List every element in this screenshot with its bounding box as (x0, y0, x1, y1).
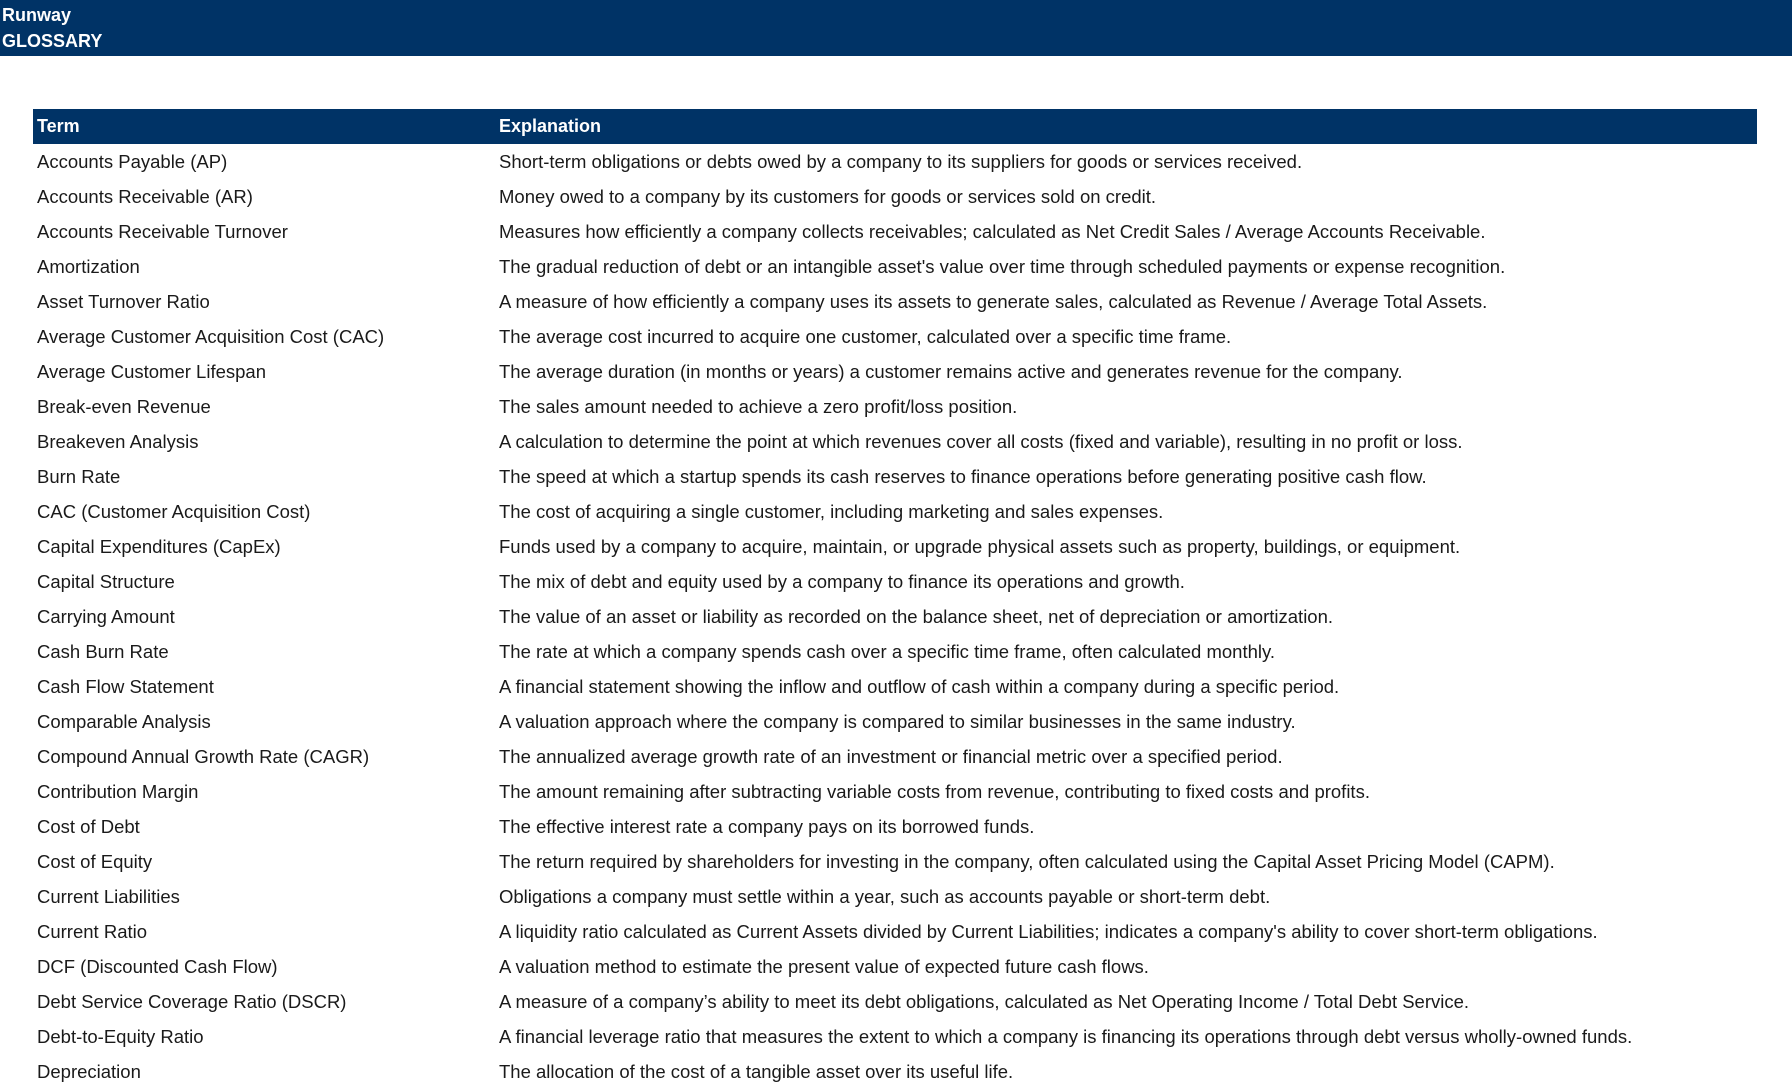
term-cell[interactable]: Capital Structure (37, 571, 175, 592)
explanation-cell[interactable]: Funds used by a company to acquire, maintain, or upgrade physical assets such as property, buildings, or equipment. (499, 536, 1461, 557)
explanation-cell[interactable]: The gradual reduction of debt or an intangible asset's value over time through scheduled payments or expense recognition. (499, 256, 1506, 277)
table-body (33, 144, 1757, 1089)
table-row (33, 1019, 1757, 1054)
explanation-cell[interactable]: The sales amount needed to achieve a zero profit/loss position. (499, 396, 1018, 417)
explanation-cell[interactable]: A measure of a company’s ability to meet its debt obligations, calculated as Net Operating Income / Total Debt Service. (499, 991, 1470, 1012)
term-cell[interactable]: Contribution Margin (37, 781, 199, 802)
term-cell[interactable]: Cost of Debt (37, 816, 140, 837)
term-cell[interactable]: Debt-to-Equity Ratio (37, 1026, 204, 1047)
term-cell[interactable]: Asset Turnover Ratio (37, 291, 210, 312)
term-cell[interactable]: Accounts Receivable (AR) (37, 186, 253, 207)
term-cell[interactable]: Debt Service Coverage Ratio (DSCR) (37, 991, 347, 1012)
table-row (33, 844, 1757, 879)
term-cell[interactable]: Compound Annual Growth Rate (CAGR) (37, 746, 370, 767)
table-row (33, 459, 1757, 494)
term-cell[interactable]: Cost of Equity (37, 851, 153, 872)
column-header-term[interactable]: Term (37, 116, 80, 136)
term-cell[interactable]: DCF (Discounted Cash Flow) (37, 956, 278, 977)
explanation-cell[interactable]: A calculation to determine the point at which revenues cover all costs (fixed and variable), resulting in no profit or loss. (499, 431, 1463, 452)
explanation-cell[interactable]: The average duration (in months or years) a customer remains active and generates revenue for the company. (499, 361, 1403, 382)
table-row (33, 984, 1757, 1019)
table-row (33, 634, 1757, 669)
explanation-cell[interactable]: The mix of debt and equity used by a company to finance its operations and growth. (499, 571, 1185, 592)
table-row (33, 949, 1757, 984)
table-row (33, 249, 1757, 284)
table-row (33, 704, 1757, 739)
table-row (33, 599, 1757, 634)
explanation-cell[interactable]: A liquidity ratio calculated as Current Assets divided by Current Liabilities; indicates a company's ability to cover short-term obligations. (499, 921, 1598, 942)
explanation-cell[interactable]: The rate at which a company spends cash over a specific time frame, often calculated monthly. (499, 641, 1276, 662)
term-cell[interactable]: Breakeven Analysis (37, 431, 199, 452)
table-row (33, 144, 1757, 179)
term-cell[interactable]: Amortization (37, 256, 140, 277)
explanation-cell[interactable]: The amount remaining after subtracting variable costs from revenue, contributing to fixed costs and profits. (499, 781, 1370, 802)
explanation-cell[interactable]: Measures how efficiently a company collects receivables; calculated as Net Credit Sales / Average Accounts Receivable. (499, 221, 1486, 242)
explanation-cell[interactable]: Obligations a company must settle within a year, such as accounts payable or short-term debt. (499, 886, 1271, 907)
explanation-cell[interactable]: The cost of acquiring a single customer, including marketing and sales expenses. (499, 501, 1164, 522)
explanation-cell[interactable]: The allocation of the cost of a tangible asset over its useful life. (499, 1061, 1014, 1082)
term-cell[interactable]: Cash Burn Rate (37, 641, 169, 662)
table-row (33, 809, 1757, 844)
term-cell[interactable]: Depreciation (37, 1061, 141, 1082)
table-row (33, 494, 1757, 529)
term-cell[interactable]: Break-even Revenue (37, 396, 211, 417)
column-header-explanation[interactable]: Explanation (499, 116, 602, 136)
explanation-cell[interactable]: The annualized average growth rate of an investment or financial metric over a specified period. (499, 746, 1283, 767)
explanation-cell[interactable]: A financial statement showing the inflow and outflow of cash within a company during a specific period. (499, 676, 1340, 697)
table-row (33, 774, 1757, 809)
explanation-cell[interactable]: The effective interest rate a company pays on its borrowed funds. (499, 816, 1035, 837)
explanation-cell[interactable]: The return required by shareholders for investing in the company, often calculated using the Capital Asset Pricing Model (CAPM). (499, 851, 1555, 872)
table-row (33, 319, 1757, 354)
table-row (33, 669, 1757, 704)
term-cell[interactable]: Average Customer Lifespan (37, 361, 266, 382)
table-row (33, 564, 1757, 599)
explanation-cell[interactable]: The speed at which a startup spends its cash reserves to finance operations before generating positive cash flow. (499, 466, 1427, 487)
term-cell[interactable]: Cash Flow Statement (37, 676, 214, 697)
term-cell[interactable]: Comparable Analysis (37, 711, 211, 732)
table-row (33, 529, 1757, 564)
term-cell[interactable]: Accounts Receivable Turnover (37, 221, 288, 242)
explanation-cell[interactable]: The average cost incurred to acquire one customer, calculated over a specific time frame. (499, 326, 1232, 347)
explanation-cell[interactable]: A measure of how efficiently a company uses its assets to generate sales, calculated as Revenue / Average Total Assets. (499, 291, 1488, 312)
app-title: Runway (2, 5, 72, 25)
explanation-cell[interactable]: Money owed to a company by its customers for goods or services sold on credit. (499, 186, 1157, 207)
table-row (33, 179, 1757, 214)
table-row (33, 389, 1757, 424)
table-row (33, 284, 1757, 319)
term-cell[interactable]: Accounts Payable (AP) (37, 151, 228, 172)
table-row (33, 214, 1757, 249)
explanation-cell[interactable]: Short-term obligations or debts owed by a company to its suppliers for goods or services received. (499, 151, 1303, 172)
sheet-title: GLOSSARY (2, 31, 103, 51)
term-cell[interactable]: CAC (Customer Acquisition Cost) (37, 501, 311, 522)
term-cell[interactable]: Average Customer Acquisition Cost (CAC) (37, 326, 385, 347)
explanation-cell[interactable]: The value of an asset or liability as recorded on the balance sheet, net of depreciation or amortization. (499, 606, 1334, 627)
table-row (33, 354, 1757, 389)
table-row (33, 739, 1757, 774)
table-row (33, 879, 1757, 914)
term-cell[interactable]: Current Ratio (37, 921, 148, 942)
term-cell[interactable]: Capital Expenditures (CapEx) (37, 536, 281, 557)
term-cell[interactable]: Carrying Amount (37, 606, 175, 627)
table-row (33, 424, 1757, 459)
glossary-table (33, 109, 1757, 1089)
sheet-header-band (0, 0, 1792, 56)
explanation-cell[interactable]: A financial leverage ratio that measures the extent to which a company is financing its operations through debt versus wholly-owned funds. (499, 1026, 1633, 1047)
table-row (33, 914, 1757, 949)
explanation-cell[interactable]: A valuation approach where the company is compared to similar businesses in the same industry. (499, 711, 1296, 732)
table-header-row (33, 109, 1757, 144)
term-cell[interactable]: Current Liabilities (37, 886, 180, 907)
term-cell[interactable]: Burn Rate (37, 466, 121, 487)
explanation-cell[interactable]: A valuation method to estimate the present value of expected future cash flows. (499, 956, 1149, 977)
